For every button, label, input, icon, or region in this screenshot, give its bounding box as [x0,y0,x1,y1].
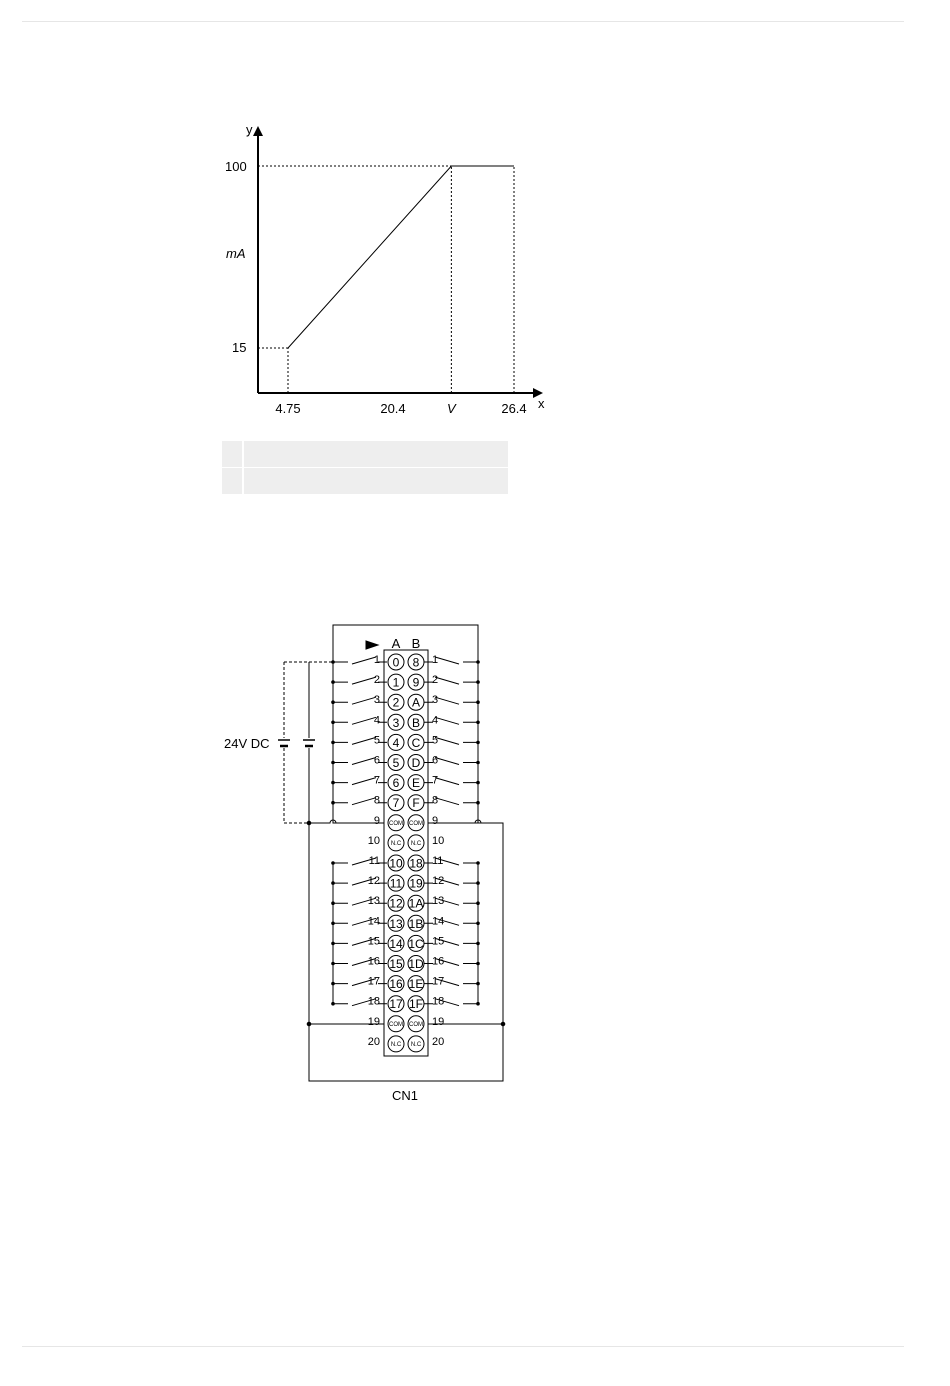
pin-label: 3 [392,715,400,730]
junction-dot [476,680,480,684]
row-number-right: 14 [432,915,445,928]
row-number-left: 2 [373,674,380,687]
pin-1-marker [366,641,378,649]
pin-label: 19 [409,876,423,891]
junction-dot [476,801,480,805]
pin-label: 1B [408,916,424,931]
row-number-left: 1 [373,654,380,666]
junction-dot [331,901,335,905]
row-number-left: 18 [367,995,380,1008]
row-number-left: 15 [367,935,380,948]
row-number-left: 10 [367,834,380,847]
pin-label: F [412,796,420,811]
junction-dot [476,881,480,885]
junction-dot [331,922,335,926]
pin-label: 11 [389,876,403,891]
row-number-right: 13 [432,895,445,908]
pin-label: E [411,776,421,791]
pin-label: B [411,715,421,730]
pin-label: 14 [389,936,403,951]
row-number-left: 13 [367,895,380,908]
pin-label: C [411,735,421,750]
pin-label: COM [389,820,403,827]
pin-label: 13 [389,916,403,931]
row-number-right: 5 [432,734,439,747]
junction-dot [501,1022,505,1026]
row-number-right: 11 [432,855,444,867]
row-number-left: 5 [373,734,380,747]
row-number-left: 17 [367,975,380,988]
row-number-left: 9 [373,814,380,827]
x-tick-label: 20.4 [380,401,406,416]
pin-label: 1D [408,957,424,971]
pin-label: 17 [389,997,403,1012]
pin-label: 1C [408,936,424,951]
y-unit-label: mA [226,246,246,261]
pin-label: N.C [390,1041,402,1048]
pin-label: 16 [389,977,403,992]
row-number-left: 4 [373,714,380,727]
junction-dot [476,861,480,865]
pin-label: N.C [390,840,402,847]
row-number-left: 3 [373,694,380,707]
row-number-right: 18 [432,995,445,1008]
pin-label: 9 [412,675,420,690]
row-number-right: 6 [432,754,439,767]
junction-dot [476,962,480,966]
supply-label: 24V DC [224,736,270,751]
junction-dot [331,721,335,725]
junction-dot [307,821,311,825]
junction-dot [331,741,335,745]
row-number-right: 16 [432,955,445,968]
pin-label: 18 [409,856,423,871]
pin-label: N.C [410,1041,422,1048]
pin-label: 1F [408,997,424,1012]
row-number-right: 10 [432,834,445,847]
junction-dot [476,1002,480,1006]
row-number-left: 7 [373,774,380,787]
pin-label: COM [389,1021,403,1028]
junction-dot [331,962,335,966]
pin-label: 4 [392,735,400,750]
junction-dot [307,1022,311,1026]
row-number-right: 1 [432,654,439,666]
junction-dot [331,982,335,986]
column-header-a: A [391,636,401,651]
pin-label: 10 [389,856,403,871]
y-axis-letter: y [246,122,253,137]
row-number-right: 19 [432,1015,445,1028]
row-number-left: 19 [367,1015,380,1028]
pin-label: D [411,756,421,770]
junction-dot [476,721,480,725]
row-number-left: 20 [367,1035,380,1048]
x-axis-letter: x [538,396,545,411]
x-unit-label: V [447,401,456,416]
row-number-right: 20 [432,1035,445,1048]
junction-dot [476,982,480,986]
connector-pin-block [384,650,428,1056]
row-number-right: 9 [432,814,439,827]
row-number-right: 17 [432,975,445,988]
junction-dot [331,680,335,684]
pin-label: COM [409,1021,423,1028]
row-number-left: 14 [367,915,380,928]
junction-dot [476,761,480,765]
junction-dot [331,761,335,765]
row-number-right: 12 [432,875,445,888]
pin-label: 8 [412,655,420,670]
row-number-right: 8 [432,794,439,807]
pin-label: 1 [392,675,400,690]
y-tick-label: 15 [232,340,247,355]
x-tick-label: 4.75 [275,401,301,416]
junction-dot [476,942,480,946]
junction-dot [476,660,480,664]
connector-label: CN1 [391,1088,419,1103]
junction-dot [476,922,480,926]
junction-dot [331,781,335,785]
row-number-left: 12 [367,875,380,888]
junction-dot [331,660,335,664]
pin-label: COM [409,820,423,827]
y-tick-label: 100 [225,159,247,174]
pin-label: 1E [408,977,424,992]
junction-dot [331,942,335,946]
junction-dot [476,741,480,745]
junction-dot [331,801,335,805]
row-number-left: 16 [367,955,380,968]
junction-dot [476,700,480,704]
row-number-right: 3 [432,694,439,707]
pin-label: 0 [392,655,400,670]
row-number-right: 15 [432,935,445,948]
junction-dot [331,1002,335,1006]
junction-dot [331,881,335,885]
pin-label: 7 [392,796,400,811]
pin-label: 1A [408,896,424,911]
x-tick-label: 26.4 [501,401,527,416]
pin-label: A [411,695,421,710]
column-header-b: B [411,636,421,651]
pin-label: 2 [392,695,400,710]
junction-dot [476,901,480,905]
junction-dot [331,700,335,704]
pin-label: 15 [389,957,403,971]
row-number-right: 7 [432,774,439,787]
row-number-left: 8 [373,794,380,807]
row-number-left: 6 [373,754,380,767]
row-number-right: 4 [432,714,439,727]
pin-label: N.C [410,840,422,847]
junction-dot [331,861,335,865]
pin-label: 5 [392,756,400,770]
row-number-left: 11 [368,855,380,867]
junction-dot [476,781,480,785]
pin-label: 6 [392,776,400,791]
pin-label: 12 [389,896,403,911]
row-number-right: 2 [432,674,439,687]
